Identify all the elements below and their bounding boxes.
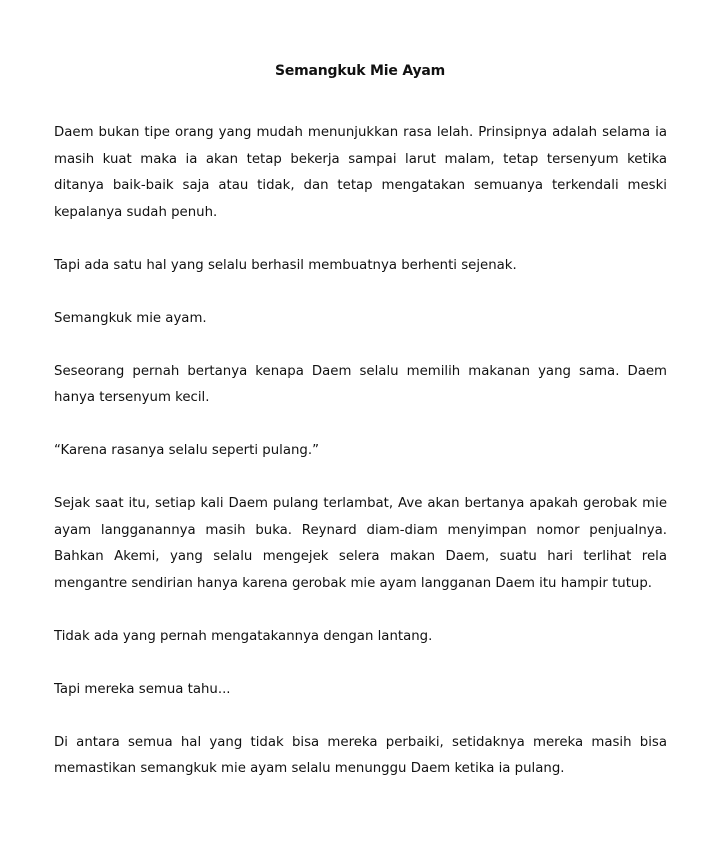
paragraph-5-quote: “Karena rasanya selalu seperti pulang.”: [54, 443, 319, 458]
paragraph-8: Tapi mereka semua tahu...: [54, 681, 231, 697]
paragraph-1: Daem bukan tipe orang yang mudah menunjukkan rasa lelah. Prinsipnya adalah selama ia masih kuat maka ia akan tetap bekerja sampai larut malam, tetap tersenyum ketika ditanya baik-baik saja atau tidak, dan tetap mengatakan semuanya terkendali meski kepalanya sudah penuh.: [54, 125, 667, 220]
paragraph-9: Di antara semua hal yang tidak bisa mereka perbaiki, setidaknya mereka masih bisa memastikan semangkuk mie ayam selalu menunggu Daem ketika ia pulang.: [54, 734, 667, 776]
paragraph-2: Tapi ada satu hal yang selalu berhasil membuatnya berhenti sejenak.: [54, 257, 517, 273]
paragraph-3: Semangkuk mie ayam.: [54, 310, 207, 326]
document-title: Semangkuk Mie Ayam: [274, 63, 446, 79]
paragraph-7: Tidak ada yang pernah mengatakannya dengan lantang.: [54, 628, 433, 644]
paragraph-6: Sejak saat itu, setiap kali Daem pulang terlambat, Ave akan bertanya apakah gerobak mie ayam langganannya masih buka. Reynard diam-diam menyimpan nomor penjualnya. Bahkan Akemi, yang selalu mengejek selera makan Daem, suatu hari terlihat rela mengantre sendirian hanya karena gerobak mie ayam langganan Daem itu hampir tutup.: [54, 496, 667, 591]
paragraph-4: Seseorang pernah bertanya kenapa Daem selalu memilih makanan yang sama. Daem hanya tersenyum kecil.: [54, 363, 667, 405]
document-body: [54, 120, 667, 783]
